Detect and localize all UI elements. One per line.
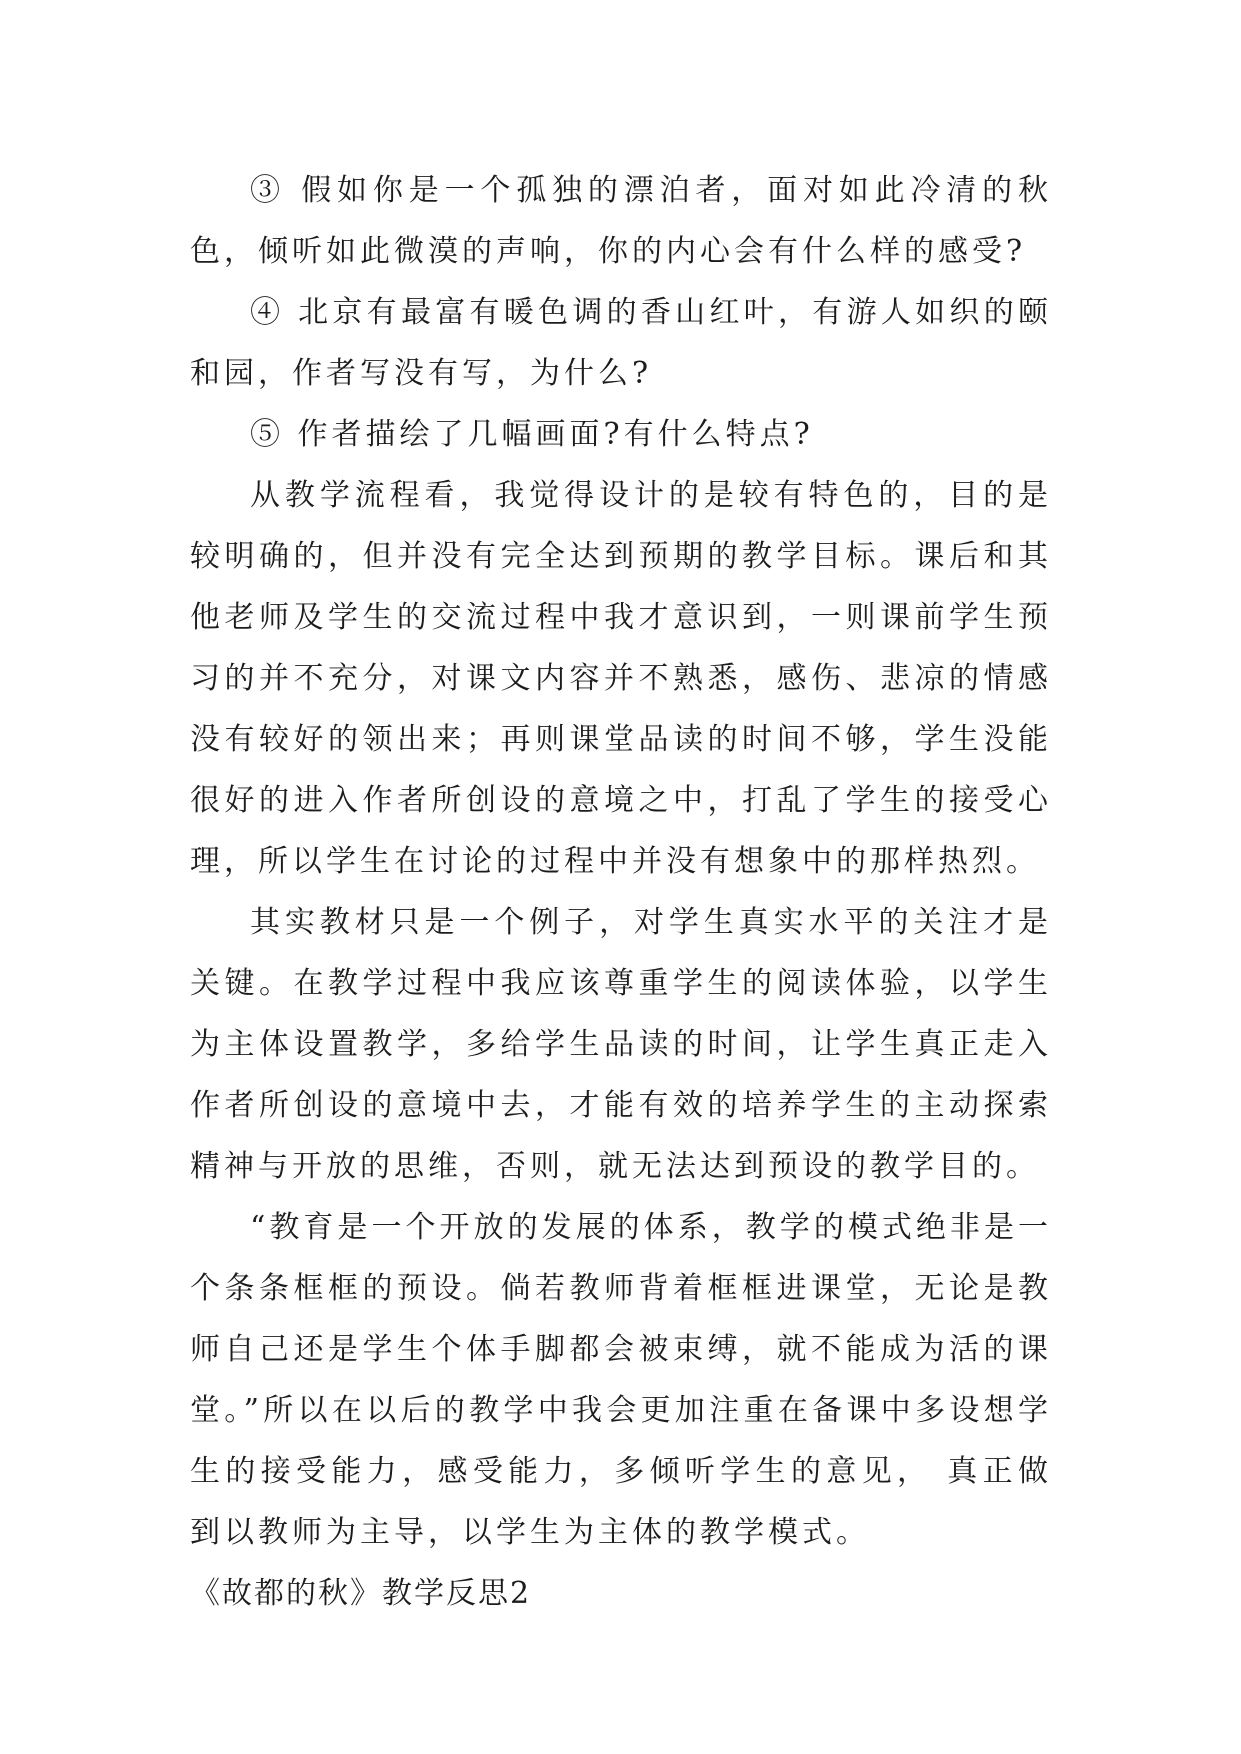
question-5-paragraph: ⑤ 作者描绘了几幅画面?有什么特点? — [250, 417, 814, 452]
section-title: 《故都的秋》教学反思2 — [190, 1576, 532, 1611]
reflection-paragraph-3: “教育是一个开放的发展的体系，教学的模式绝非是一个条条框框的预设。倘若教师背着框框进课堂，无论是教师自己还是学生个体手脚都会被束缚，就不能成为活的课堂。”所以在以后的教学中我会更加注重在备课中多设想学生的接受能力，感受能力，多倾听学生的意见， 真正做到以教师为主导，以学生为主体的教学模式。 — [190, 1210, 1052, 1550]
document-body — [190, 160, 1052, 1624]
reflection-paragraph-2: 其实教材只是一个例子，对学生真实水平的关注才是关键。在教学过程中我应该尊重学生的阅读体验，以学生为主体设置教学，多给学生品读的时间，让学生真正走入作者所创设的意境中去，才能有效的培养学生的主动探索精神与开放的思维，否则，就无法达到预设的教学目的。 — [190, 905, 1052, 1184]
question-4-paragraph: ④ 北京有最富有暖色调的香山红叶，有游人如织的颐和园，作者写没有写，为什么? — [190, 295, 1052, 391]
reflection-paragraph-1: 从教学流程看，我觉得设计的是较有特色的，目的是较明确的，但并没有完全达到预期的教学目标。课后和其他老师及学生的交流过程中我才意识到，一则课前学生预习的并不充分，对课文内容并不熟悉，感伤、悲凉的情感没有较好的领出来；再则课堂品读的时间不够，学生没能很好的进入作者所创设的意境之中，打乱了学生的接受心理，所以学生在讨论的过程中并没有想象中的那样热烈。 — [190, 478, 1052, 879]
question-3-paragraph: ③ 假如你是一个孤独的漂泊者，面对如此冷清的秋色，倾听如此微漠的声响，你的内心会有什么样的感受? — [190, 173, 1052, 269]
